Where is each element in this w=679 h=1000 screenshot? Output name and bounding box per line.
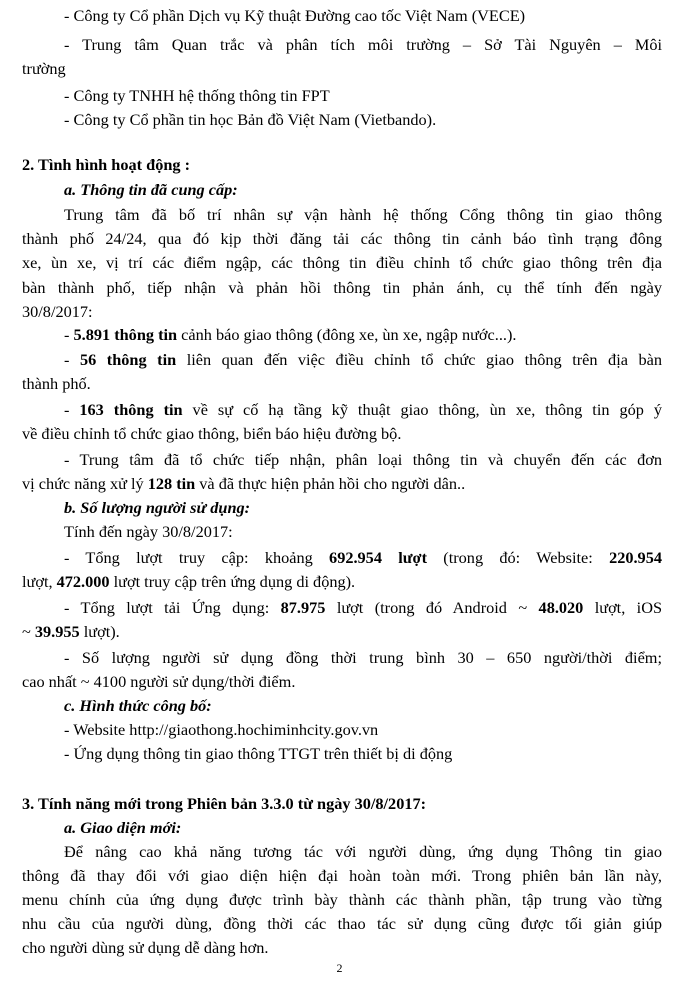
stat-downloads: - Tổng lượt tải Ứng dụng: 87.975 lượt (trong đó Android ~ 48.020 lượt, iOS (64, 598, 663, 617)
section-3-heading: 3. Tính năng mới trong Phiên bản 3.3.0 từ ngày 30/8/2017: (22, 794, 427, 813)
stat-downloads-cont: ~ 39.955 lượt). (22, 622, 120, 641)
stat-access-total: 692.954 (329, 548, 382, 567)
section-3a-para-line: cho người dùng sử dụng dễ dàng hơn. (22, 938, 269, 957)
stat-adjustments: - 56 thông tin liên quan đến việc điều chỉnh tổ chức giao thông trên địa bàn (64, 350, 662, 369)
publish-app: - Ứng dụng thông tin giao thông TTGT trên thiết bị di động (64, 744, 453, 763)
stat-downloads-total: 87.975 (280, 598, 326, 617)
stat-access-cont: lượt, 472.000 lượt truy cập trên ứng dụng di động). (22, 572, 356, 591)
page-number: 2 (336, 961, 343, 975)
publish-website: - Website http://giaothong.hochiminhcity.gov.vn (64, 720, 379, 739)
company-env-center-cont: trường (22, 59, 66, 78)
stat-concurrent-cont: cao nhất ~ 4100 người sử dụng/thời điểm. (22, 672, 296, 691)
stat-access-app: 472.000 (56, 572, 110, 591)
section-3a-heading: a. Giao diện mới: (64, 818, 182, 837)
stat-processing: - Trung tâm đã tổ chức tiếp nhận, phân loại thông tin và chuyển đến các đơn (64, 450, 662, 469)
stat-warnings: - 5.891 thông tin cảnh báo giao thông (đông xe, ùn xe, ngập nước...). (64, 325, 517, 344)
company-vietbando: - Công ty Cổ phần tin học Bản đồ Việt Nam (Vietbando). (64, 110, 437, 129)
company-env-center: - Trung tâm Quan trắc và phân tích môi trường – Sở Tài Nguyên – Môi (64, 35, 662, 54)
section-2a-para-line: Trung tâm đã bố trí nhân sự vận hành hệ thống Cổng thông tin giao thông (64, 205, 662, 224)
company-vece: - Công ty Cổ phần Dịch vụ Kỹ thuật Đường cao tốc Việt Nam (VECE) (64, 6, 526, 25)
stat-access: - Tổng lượt truy cập: khoảng 692.954 lượt (trong đó: Website: 220.954 (64, 548, 662, 567)
company-fpt: - Công ty TNHH hệ thống thông tin FPT (64, 86, 330, 105)
section-2a-para-line: bàn thành phố, tiếp nhận và phản hồi thông tin phản ánh, cụ thể tính đến ngày (22, 278, 662, 297)
section-2a-para-line: xe, ùn xe, vị trí các điểm ngập, các thông tin điều chỉnh tổ chức giao thông trên địa (22, 253, 662, 272)
section-2b-date: Tính đến ngày 30/8/2017: (64, 522, 233, 541)
stat-downloads-android: 48.020 (538, 598, 584, 617)
section-2-heading: 2. Tình hình hoạt động : (22, 155, 191, 174)
stat-incidents-cont: về điều chỉnh tổ chức giao thông, biển báo hiệu đường bộ. (22, 424, 402, 443)
section-3a-para-line: menu chính của ứng dụng được trình bày thành các thành phần, tập trung vào từng (22, 890, 662, 909)
section-2a-para-line: thành phố 24/24, qua đó kịp thời đăng tải các thông tin cảnh báo tình trạng đông (22, 229, 662, 248)
section-3a-para-line: Để nâng cao khả năng tương tác với người dùng, ứng dụng Thông tin giao (64, 842, 662, 861)
stat-downloads-ios: 39.955 (34, 622, 80, 641)
section-2c-heading: c. Hình thức công bố: (64, 696, 212, 715)
stat-incidents: - 163 thông tin về sự cố hạ tầng kỹ thuật giao thông, ùn xe, thông tin góp ý (64, 400, 662, 419)
stat-processed-count: 128 tin (147, 474, 196, 493)
stat-access-web: 220.954 (609, 548, 662, 567)
section-2a-heading: a. Thông tin đã cung cấp: (64, 180, 238, 199)
stat-concurrent: - Số lượng người sử dụng đồng thời trung bình 30 – 650 người/thời điểm; (64, 648, 662, 667)
stat-adjustments-cont: thành phố. (22, 374, 91, 393)
stat-incidents-count: 163 thông tin (79, 400, 183, 419)
section-2a-para-line: 30/8/2017: (22, 302, 93, 321)
stat-processing-cont: vị chức năng xử lý 128 tin và đã thực hiện phản hồi cho người dân.. (22, 474, 466, 493)
section-2b-heading: b. Số lượng người sử dụng: (64, 498, 251, 517)
section-3a-para-line: thông đã thay đổi với giao diện hiện đại hoàn toàn mới. Trong phiên bản lần này, (22, 866, 662, 885)
section-3a-para-line: nhu cầu của người dùng, đồng thời các thao tác sử dụng cũng được tối giản giúp (22, 914, 662, 933)
stat-adjustments-count: 56 thông tin (79, 350, 177, 369)
stat-warnings-count: 5.891 thông tin (73, 325, 178, 344)
